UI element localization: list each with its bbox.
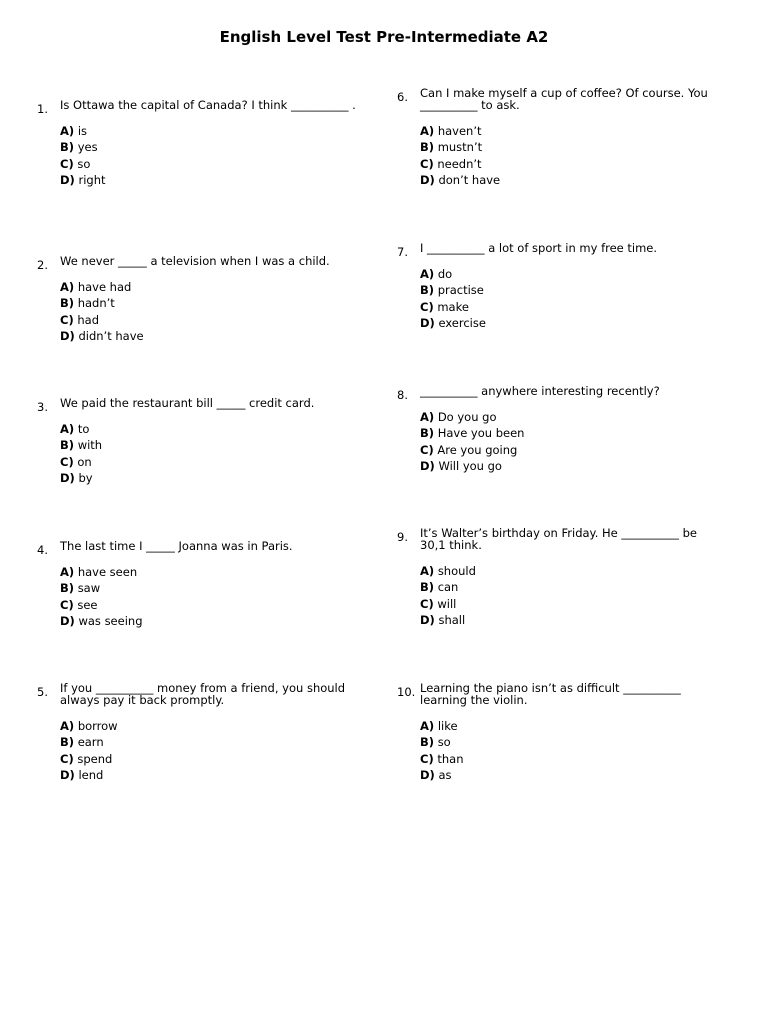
option-text: on <box>77 454 92 469</box>
option-letter: C) <box>420 751 434 766</box>
option-letter: D) <box>60 614 75 629</box>
answer-option <box>420 767 717 783</box>
question-text: The last time I _____ Joanna was in Paris. <box>60 539 293 553</box>
question-1 <box>37 99 357 189</box>
question-text: We never _____ a television when I was a child. <box>60 254 330 268</box>
option-letter: A) <box>420 124 435 138</box>
answer-option <box>420 612 717 628</box>
answer-options <box>420 718 717 784</box>
option-letter: C) <box>60 156 74 171</box>
option-letter: A) <box>60 422 75 436</box>
option-letter: B) <box>420 735 435 750</box>
option-letter: D) <box>60 768 75 783</box>
question-text: Learning the piano isn’t as difficult __________ learning the violin. <box>420 681 681 707</box>
answer-option <box>420 123 717 139</box>
option-text: had <box>77 312 99 327</box>
option-text: didn’t have <box>78 329 144 344</box>
answer-option <box>60 613 357 629</box>
option-text: spend <box>77 751 113 766</box>
answer-option <box>420 458 717 474</box>
question-8 <box>397 385 717 475</box>
answer-option <box>60 295 357 311</box>
answer-options <box>60 718 357 784</box>
answer-options <box>60 123 357 189</box>
option-text: do <box>437 267 453 281</box>
option-letter: A) <box>420 719 435 733</box>
answer-options <box>420 266 717 332</box>
question-text: I __________ a lot of sport in my free time. <box>420 241 658 255</box>
option-text: is <box>77 124 87 138</box>
answer-option <box>420 734 717 750</box>
question-5 <box>37 682 357 784</box>
answer-option <box>420 315 717 331</box>
option-text: like <box>437 719 458 733</box>
option-letter: A) <box>420 267 435 281</box>
option-letter: B) <box>60 581 75 596</box>
question-number: 7. <box>397 245 408 259</box>
option-letter: A) <box>420 410 435 424</box>
question-6 <box>397 87 717 189</box>
answer-option <box>420 172 717 188</box>
option-letter: C) <box>420 156 434 171</box>
answer-option <box>60 454 357 470</box>
option-letter: C) <box>60 597 74 612</box>
option-text: so <box>437 735 451 750</box>
answer-options <box>60 421 357 487</box>
option-text: don’t have <box>438 173 501 188</box>
option-letter: C) <box>60 454 74 469</box>
option-letter: D) <box>420 459 435 474</box>
option-letter: B) <box>60 438 75 453</box>
option-text: have seen <box>77 565 138 579</box>
answer-option <box>60 123 357 139</box>
option-letter: D) <box>60 173 75 188</box>
answer-option <box>420 563 717 579</box>
option-letter: B) <box>60 140 75 155</box>
option-letter: A) <box>60 124 75 138</box>
answer-option <box>60 751 357 767</box>
option-text: practise <box>437 283 484 298</box>
answer-option <box>60 139 357 155</box>
question-text: If you __________ money from a friend, you should always pay it back promptly. <box>60 681 346 707</box>
answer-option <box>420 718 717 734</box>
answer-option <box>420 442 717 458</box>
answer-option <box>60 156 357 172</box>
answer-option <box>420 282 717 298</box>
question-number: 2. <box>37 258 48 272</box>
question-text: We paid the restaurant bill _____ credit card. <box>60 396 315 410</box>
question-number: 8. <box>397 388 408 402</box>
option-text: as <box>438 768 452 783</box>
answer-option <box>420 425 717 441</box>
option-text: with <box>77 438 103 453</box>
answer-option <box>60 597 357 613</box>
option-text: can <box>437 580 459 595</box>
option-letter: B) <box>420 140 435 155</box>
answer-option <box>60 718 357 734</box>
option-letter: A) <box>60 719 75 733</box>
question-10 <box>397 682 717 784</box>
option-letter: B) <box>420 426 435 441</box>
answer-options <box>420 409 717 475</box>
question-text: __________ anywhere interesting recently? <box>420 384 660 398</box>
answer-options <box>60 564 357 630</box>
option-text: was seeing <box>78 614 143 629</box>
question-number: 9. <box>397 530 408 544</box>
option-letter: B) <box>60 735 75 750</box>
option-text: should <box>437 564 476 578</box>
option-letter: A) <box>420 564 435 578</box>
answer-option <box>60 312 357 328</box>
answer-option <box>60 470 357 486</box>
option-text: hadn’t <box>77 296 115 311</box>
option-text: have had <box>77 280 132 294</box>
option-letter: D) <box>420 316 435 331</box>
answer-option <box>420 139 717 155</box>
answer-option <box>60 734 357 750</box>
question-2 <box>37 255 357 345</box>
option-letter: C) <box>60 751 74 766</box>
option-letter: D) <box>420 173 435 188</box>
option-text: Will you go <box>438 459 502 474</box>
question-text: Can I make myself a cup of coffee? Of course. You __________ to ask. <box>420 86 708 112</box>
option-text: so <box>77 156 91 171</box>
answer-option <box>420 156 717 172</box>
question-number: 6. <box>397 90 408 104</box>
option-text: to <box>77 422 90 436</box>
answer-option <box>60 328 357 344</box>
option-text: Do you go <box>437 410 497 424</box>
option-text: Are you going <box>437 442 518 457</box>
option-text: make <box>437 299 469 314</box>
option-text: needn’t <box>437 156 482 171</box>
option-text: by <box>78 471 93 486</box>
option-text: shall <box>438 613 466 628</box>
question-number: 10. <box>397 685 416 699</box>
option-letter: C) <box>60 312 74 327</box>
option-letter: B) <box>60 296 75 311</box>
page-title: English Level Test Pre-Intermediate A2 <box>219 28 549 46</box>
option-letter: C) <box>420 596 434 611</box>
option-text: mustn’t <box>437 140 483 155</box>
answer-option <box>420 596 717 612</box>
answer-option <box>420 579 717 595</box>
option-text: see <box>77 597 98 612</box>
option-letter: D) <box>420 613 435 628</box>
option-text: lend <box>78 768 104 783</box>
option-text: saw <box>77 581 101 596</box>
question-number: 4. <box>37 543 48 557</box>
answer-option <box>420 409 717 425</box>
option-letter: A) <box>60 565 75 579</box>
answer-options <box>420 123 717 189</box>
option-text: earn <box>77 735 104 750</box>
option-text: borrow <box>77 719 118 733</box>
question-text: It’s Walter’s birthday on Friday. He __________ be 30,1 think. <box>420 526 697 552</box>
option-text: yes <box>77 140 98 155</box>
question-number: 3. <box>37 400 48 414</box>
option-text: Have you been <box>437 426 525 441</box>
option-letter: B) <box>420 283 435 298</box>
option-letter: D) <box>420 768 435 783</box>
answer-option <box>60 172 357 188</box>
option-text: exercise <box>438 316 486 331</box>
option-letter: C) <box>420 299 434 314</box>
question-4 <box>37 540 357 630</box>
answer-option <box>60 421 357 437</box>
option-text: than <box>437 751 464 766</box>
option-letter: C) <box>420 442 434 457</box>
question-text: Is Ottawa the capital of Canada? I think __________ . <box>60 98 356 112</box>
option-letter: D) <box>60 471 75 486</box>
option-text: will <box>437 596 457 611</box>
answer-options <box>420 563 717 629</box>
answer-option <box>60 437 357 453</box>
option-letter: D) <box>60 329 75 344</box>
option-text: right <box>78 173 106 188</box>
answer-option <box>60 580 357 596</box>
question-number: 5. <box>37 685 48 699</box>
answer-option <box>420 751 717 767</box>
answer-option <box>60 279 357 295</box>
option-text: haven’t <box>437 124 482 138</box>
answer-option <box>60 767 357 783</box>
answer-options <box>60 279 357 345</box>
answer-option <box>420 266 717 282</box>
question-3 <box>37 397 357 487</box>
option-letter: A) <box>60 280 75 294</box>
question-number: 1. <box>37 102 48 116</box>
answer-option <box>420 299 717 315</box>
answer-option <box>60 564 357 580</box>
option-letter: B) <box>420 580 435 595</box>
question-9 <box>397 527 717 629</box>
question-7 <box>397 242 717 332</box>
